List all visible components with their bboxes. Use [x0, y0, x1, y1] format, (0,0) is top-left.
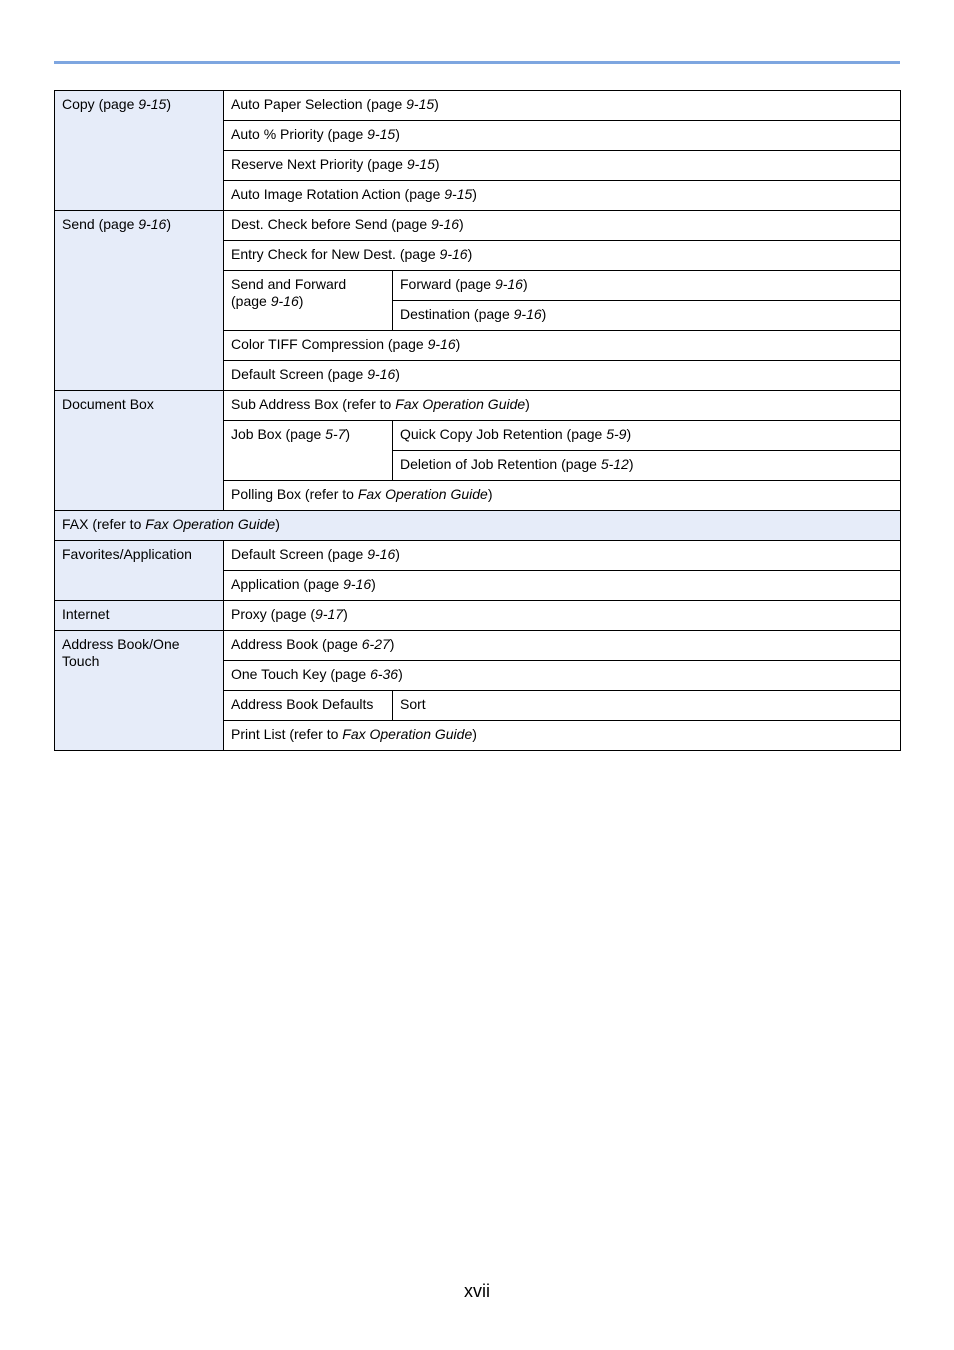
table-row	[55, 541, 901, 571]
table-row	[55, 631, 901, 661]
category-favorites: Favorites/Application	[55, 541, 224, 601]
document-box-sub-address: Sub Address Box (refer to Fax Operation Guide)	[224, 391, 901, 421]
favorites-application: Application (page 9-16)	[224, 571, 901, 601]
table-row	[55, 511, 901, 541]
category-send: Send (page 9-16)	[55, 211, 224, 391]
internet-proxy: Proxy (page (9-17)	[224, 601, 901, 631]
copy-reserve-next-priority: Reserve Next Priority (page 9-15)	[224, 151, 901, 181]
favorites-default-screen: Default Screen (page 9-16)	[224, 541, 901, 571]
job-box-deletion: Deletion of Job Retention (page 5-12)	[393, 451, 901, 481]
copy-auto-image-rotation: Auto Image Rotation Action (page 9-15)	[224, 181, 901, 211]
send-dest-check: Dest. Check before Send (page 9-16)	[224, 211, 901, 241]
address-book-item: Address Book (page 6-27)	[224, 631, 901, 661]
table-row	[55, 91, 901, 121]
table-row	[55, 601, 901, 631]
page-number: xvii	[464, 1281, 490, 1301]
category-fax: FAX (refer to Fax Operation Guide)	[55, 511, 901, 541]
table-row	[55, 211, 901, 241]
category-address-book: Address Book/One Touch	[55, 631, 224, 751]
copy-auto-paper-selection: Auto Paper Selection (page 9-15)	[224, 91, 901, 121]
send-and-forward: Send and Forward (page 9-16)	[224, 271, 393, 331]
job-box-quick-copy: Quick Copy Job Retention (page 5-9)	[393, 421, 901, 451]
document-box-job-box: Job Box (page 5-7)	[224, 421, 393, 481]
send-default-screen: Default Screen (page 9-16)	[224, 361, 901, 391]
copy-auto-percent-priority: Auto % Priority (page 9-15)	[224, 121, 901, 151]
address-book-defaults-sort: Sort	[393, 691, 901, 721]
one-touch-key-item: One Touch Key (page 6-36)	[224, 661, 901, 691]
category-copy: Copy (page 9-15)	[55, 91, 224, 211]
send-forward: Forward (page 9-16)	[393, 271, 901, 301]
send-destination: Destination (page 9-16)	[393, 301, 901, 331]
send-entry-check: Entry Check for New Dest. (page 9-16)	[224, 241, 901, 271]
table-row	[55, 391, 901, 421]
document-box-polling: Polling Box (refer to Fax Operation Guide)	[224, 481, 901, 511]
address-book-defaults: Address Book Defaults	[224, 691, 393, 721]
address-book-print-list: Print List (refer to Fax Operation Guide)	[224, 721, 901, 751]
header-rule	[54, 61, 900, 64]
menu-structure-table	[54, 90, 901, 751]
category-document-box: Document Box	[55, 391, 224, 511]
category-internet: Internet	[55, 601, 224, 631]
send-color-tiff: Color TIFF Compression (page 9-16)	[224, 331, 901, 361]
